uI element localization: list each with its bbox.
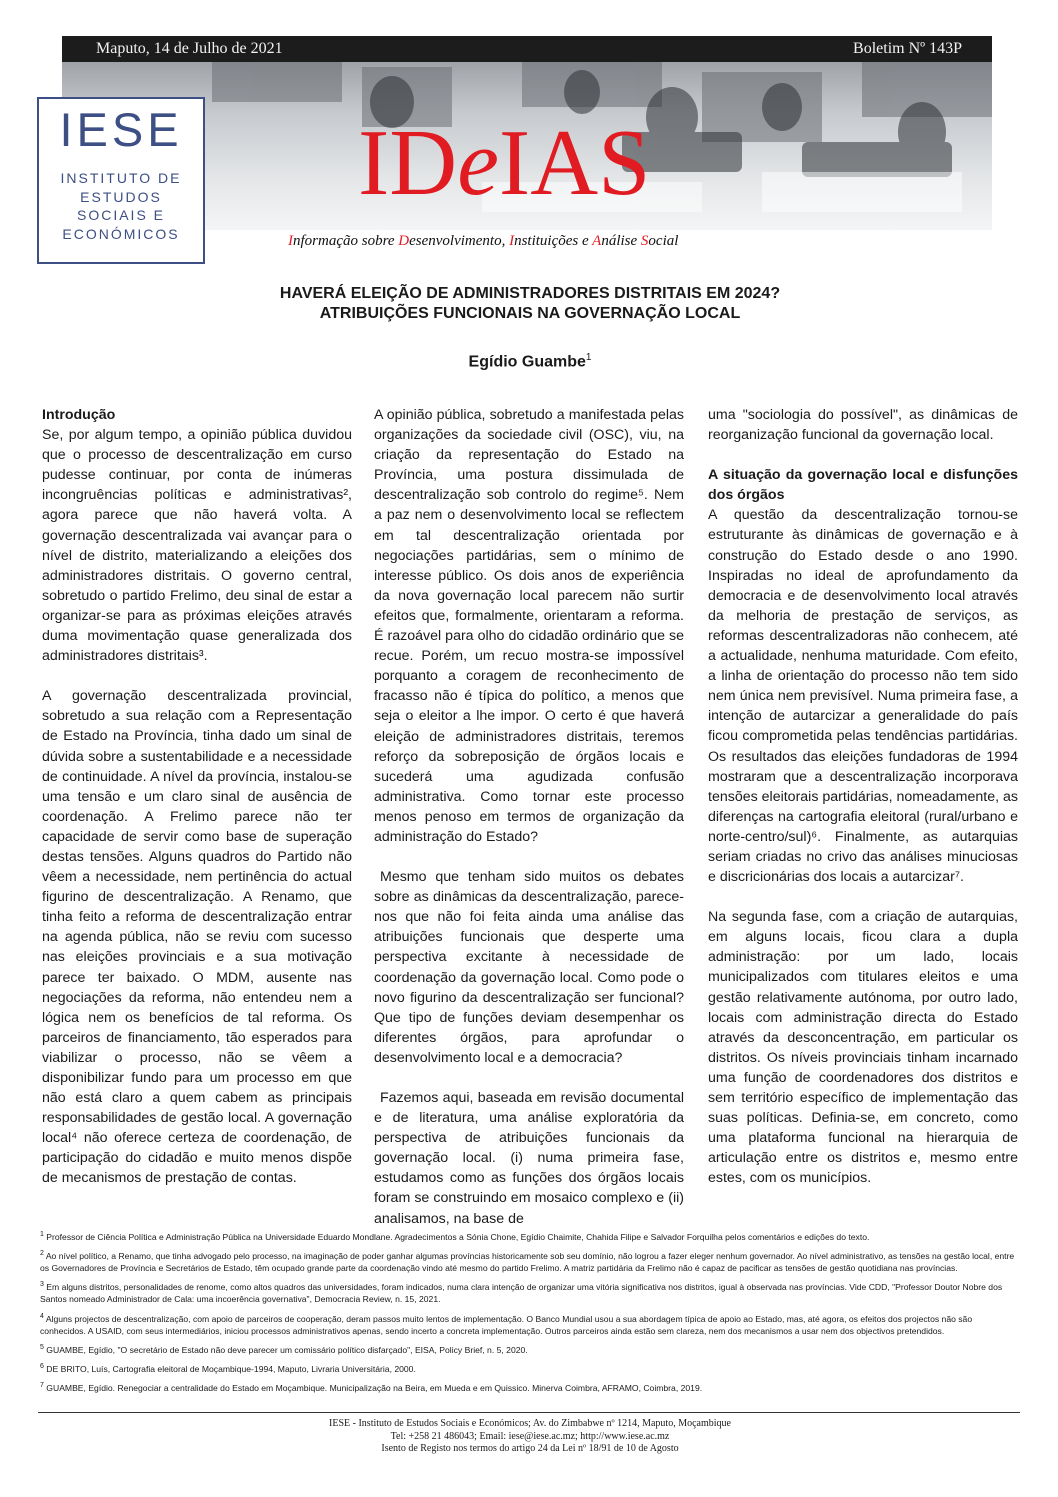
tagline-word: ocial <box>648 233 679 249</box>
iese-logo <box>37 97 205 264</box>
paragraph: A governação descentralizada provincial, sobretudo a sua relação com a Representação de Estado na Província, tinha dado um sinal de dúvida sobre a sustentabilidade e a necessidade de continuidade. A nível da província, instalou-se uma tensão e um claro sinal de ausência de coordenação. A Frelimo parece não ter capacidade de servir como base de superação destas tensões. Alguns quadros do Partido não vêem a necessidade, nem pertinência do actual figurino de descentralização. A Renamo, que tinha feito a reforma de descentralização entrar na agenda pública, não se reviu com sucesso nas eleições provinciais e a sua motivação parece ter baixado. O MDM, ausente nas negociações da reforma, não entendeu nem a lógica nem os benefícios de tal reforma. Os parceiros de financiamento, tão esperados para viabilizar o processo, não se vêem a disponibilizar fundo para um processo em que não está claro a quem cabem as principais responsabilidades de gestão local. A governação local⁴ não oferece certeza de coordenação, de participação do cidadão e muito menos dispõe de mecanismos de prestação de contas. <box>42 688 352 1187</box>
footer-divider <box>38 1412 1020 1413</box>
logo-line: SOCIAIS E <box>76 207 166 223</box>
publication-date: Maputo, 14 de Julho de 2021 <box>96 40 283 57</box>
page-footer <box>240 1418 820 1456</box>
footnote-number: 1 <box>40 1231 44 1238</box>
column-2 <box>374 405 684 1229</box>
paragraph: Na segunda fase, com a criação de autarquias, em alguns locais, ficou clara a dupla administração: por um lado, locais municipalizados com titulares eleitos e uma gestão relativamente autónoma, por outro lado, locais com administração directa do Estado através da desconcentração, em particular os distritos. Os níveis provinciais tinham incarnado uma função de coordenadores dos distritos e sem território específico de implementação das suas políticas. Definia-se, em concreto, como uma plataforma funcional na hierarquia de articulação entre os distritos e, mesmo entre estes, com os municípios. <box>708 909 1018 1187</box>
logo-acronym: IESE <box>59 103 183 156</box>
column-1 <box>42 405 352 1189</box>
bulletin-number: Boletim Nº 143P <box>853 40 962 57</box>
tagline-initial: A <box>592 233 602 249</box>
article-title-line-1: HAVERÁ ELEIÇÃO DE ADMINISTRADORES DISTRITAIS EM 2024? <box>279 285 781 302</box>
footnote-text: Ao nível político, a Renamo, que tinha advogado pelo processo, na imaginação de poder ganhar algumas províncias historicamente sob seu domínio, não logrou a fazer eleger nenhum governador. Ao nível administrativo, as tensões na gestão local, entre os Governadores de Província e Secretários de Estado, têm ocupado grande parte da coordenação vindo até mesmo do partido Frelimo. A matriz partidária da Frelimo não é capaz de pacificar as tensões de gestão quotidiana nas províncias. <box>40 1250 1015 1274</box>
paragraph: Fazemos aqui, baseada em revisão documental e de literatura, uma análise exploratória da perspectiva de atribuições funcionais da governação local. (i) numa primeira fase, estudamos como as funções dos órgãos locais foram se construindo em mosaico complexo e (ii) analisamos, na base de <box>374 1090 684 1227</box>
brand-tagline <box>288 233 678 250</box>
footnote-number: 7 <box>40 1381 44 1389</box>
footnote-text: DE BRITO, Luís, Cartografia eleitoral de Moçambique-1994, Maputo, Livraria Universitária, 2000. <box>46 1363 416 1374</box>
wordmark-part: e <box>457 111 499 215</box>
tagline-initial: I <box>509 233 515 249</box>
section-heading-introducao: Introdução <box>42 407 116 423</box>
footnote-number: 6 <box>40 1362 44 1370</box>
footer-registration: Isento de Registo nos termos do artigo 24 da Lei nº 18/91 de 10 de Agosto <box>381 1443 679 1454</box>
article-author <box>330 352 730 371</box>
footnote-text: Em alguns distritos, personalidades de renome, como altos quadros das universidades, foram indicados, numa clara intenção de organizar uma vitória significativa nos distritos, igual à observada nas províncias. Vide CDD, "Professor Doutor Nobre dos Santos nomeado Administrador de Cala: uma incoerência governativa", Democracia Review, n. 15, 2021. <box>40 1282 1003 1305</box>
footnote <box>40 1279 1020 1305</box>
tagline-word: nstituições e <box>514 233 593 249</box>
paragraph: Mesmo que tenham sido muitos os debates sobre as dinâmicas da descentralização, parece-nos que não foi feita ainda uma análise das atribuições funcionais que desperte uma perspectiva excitante à necessidade de coordenação da governação local. Como pode o novo figurino da descentralização ser funcional? Que tipo de funções deviam desempenhar os diferentes órgãos, para aprofundar o desenvolvimento local e a democracia? <box>374 869 684 1066</box>
footer-contacts: Tel: +258 21 486043; Email: iese@iese.ac.mz; http://www.iese.ac.mz <box>390 1430 670 1442</box>
author-name: Egídio Guambe <box>468 353 586 371</box>
footnote-text: Professor de Ciência Política e Administração Pública na Universidade Eduardo Mondlane. Agradecimentos a Sónia Chone, Egídio Chaimite, Chahida Filipe e Salvador Forquilha pelos comentários e edições do texto. <box>46 1231 870 1242</box>
column-3 <box>708 405 1018 1188</box>
tagline-initial: D <box>398 233 410 249</box>
footnote <box>40 1361 1020 1375</box>
footnote-number: 2 <box>40 1250 44 1258</box>
footnote <box>40 1380 1020 1394</box>
footnote <box>40 1248 1020 1274</box>
footnotes <box>40 1229 1020 1399</box>
section-heading-governacao-local: A situação da governação local e disfunções dos órgãos <box>708 467 1018 504</box>
footnote-text: GUAMBE, Egídio, "O secretário de Estado não deve parecer um comissário político disfarçado", EISA, Policy Brief, n. 5, 2020. <box>46 1344 528 1355</box>
paragraph: uma "sociologia do possível", as dinâmicas de reorganização funcional da governação local. <box>708 407 1018 444</box>
header-bar <box>62 36 992 62</box>
footnote-text: GUAMBE, Egídio. Renegociar a centralidade do Estado em Moçambique. Municipalização na Beira, em Mueda e em Quissico. Minerva Coimbra, AFRAMO, Coimbra, 2019. <box>46 1382 703 1393</box>
ideias-wordmark <box>358 111 651 215</box>
footnote-text: Alguns projectos de descentralização, com apoio de parceiros de cooperação, deram passos muito lentos de implementação. O Banco Mundial usou a sua abordagem típica de apoio ao Estado, mas, até agora, os efeitos dos projectos não são conhecidos. A USAID, com seus intermediários, iniciou processos administrativos apenas, sendo incerto a concreta implementação. Outros parceiros ainda estão sem clareza, nem dos mecanismos a usar nem dos objectivos pretendidos. <box>40 1313 973 1336</box>
tagline-word: nformação sobre <box>293 233 399 249</box>
paragraph: A opinião pública, sobretudo a manifestada pelas organizações da sociedade civil (OSC), viu, na criação da representação do Estado na Província, uma postura dissimulada de descentralização sob controlo do regime⁵. Nem a paz nem o desenvolvimento local se reflectem em tal descentralização orientada por negociações partidárias, sem o mínimo de interesse público. Os dois anos de experiência da nova governação local parecem não surtir efeitos que, formalmente, orientaram a reforma. É razoável para olho do cidadão ordinário que se recue. Porém, um recuo mostra-se impossível porquanto a coragem de reconhecimento de fracasso não é típica do político, a menos que seja o eleitor a lhe impor. O certo é que haverá eleição de administradores distritais, teremos reforço da sobreposição de órgãos locais e sucederá uma agudizada confusão administrativa. Como tornar este processo menos penoso em termos de organização da administração do Estado? <box>374 407 684 845</box>
footnote <box>40 1229 1020 1243</box>
footer-address: IESE - Instituto de Estudos Sociais e Económicos; Av. do Zimbabwe nº 1214, Maputo, Moçambique <box>329 1418 731 1429</box>
tagline-initial: I <box>288 233 293 249</box>
footnote <box>40 1342 1020 1356</box>
wordmark-part: IAS <box>498 111 651 215</box>
footnote <box>40 1311 1020 1337</box>
logo-line: ECONÓMICOS <box>62 225 180 242</box>
tagline-initial: S <box>640 233 649 249</box>
logo-line: INSTITUTO DE <box>60 170 182 186</box>
paragraph: A questão da descentralização tornou-se estruturante às dinâmicas de governação e à construção do Estado desde o ano 1990. Inspiradas no ideal de aprofundamento da democracia e de desenvolvimento local através da melhoria de prestação de serviços, as reformas descentralizadoras não conhecem, até a actualidade, nenhuma maturidade. Com efeito, a linha de orientação do processo não tem sido nem única nem previsível. Numa primeira fase, a intenção de autarcizar a generalidade do país ficou comprometida pelas tendências partidárias. Os resultados das eleições fundadoras de 1994 mostraram que a descentralização incorporava tensões eleitorais partidárias, nomeadamente, as diferenças na cartografia eleitoral (rural/urbano e norte-centro/sul)⁶. Finalmente, as autarquias seriam criadas no crivo das análises minuciosas e discricionárias dos locais a autarcizar⁷. <box>708 507 1018 886</box>
logo-subtitle <box>39 169 203 243</box>
paragraph: Se, por algum tempo, a opinião pública duvidou que o processo de descentralização em curso pudesse continuar, por conta de inúmeras incongruências políticas e administrativas², agora parece que não haverá volta. A governação descentralizada vai avançar para o nível de distrito, materializando a eleições dos administradores distritais. O governo central, sobretudo o partido Frelimo, deu sinal de estar a organizar-se para as próximas eleições através duma movimentação quase generalizada dos administradores distritais³. <box>42 427 352 665</box>
footnote-number: 3 <box>40 1281 44 1289</box>
wordmark-part: ID <box>358 111 458 215</box>
author-footnote-ref: 1 <box>585 352 592 363</box>
logo-line: ESTUDOS <box>80 188 162 205</box>
tagline-word: esenvolvimento, <box>409 233 510 249</box>
article-title-line-2: ATRIBUIÇÕES FUNCIONAIS NA GOVERNAÇÃO LOCAL <box>319 305 741 322</box>
tagline-word: nálise <box>601 233 641 249</box>
footnote-number: 5 <box>40 1343 44 1351</box>
footnote-number: 4 <box>40 1312 44 1320</box>
